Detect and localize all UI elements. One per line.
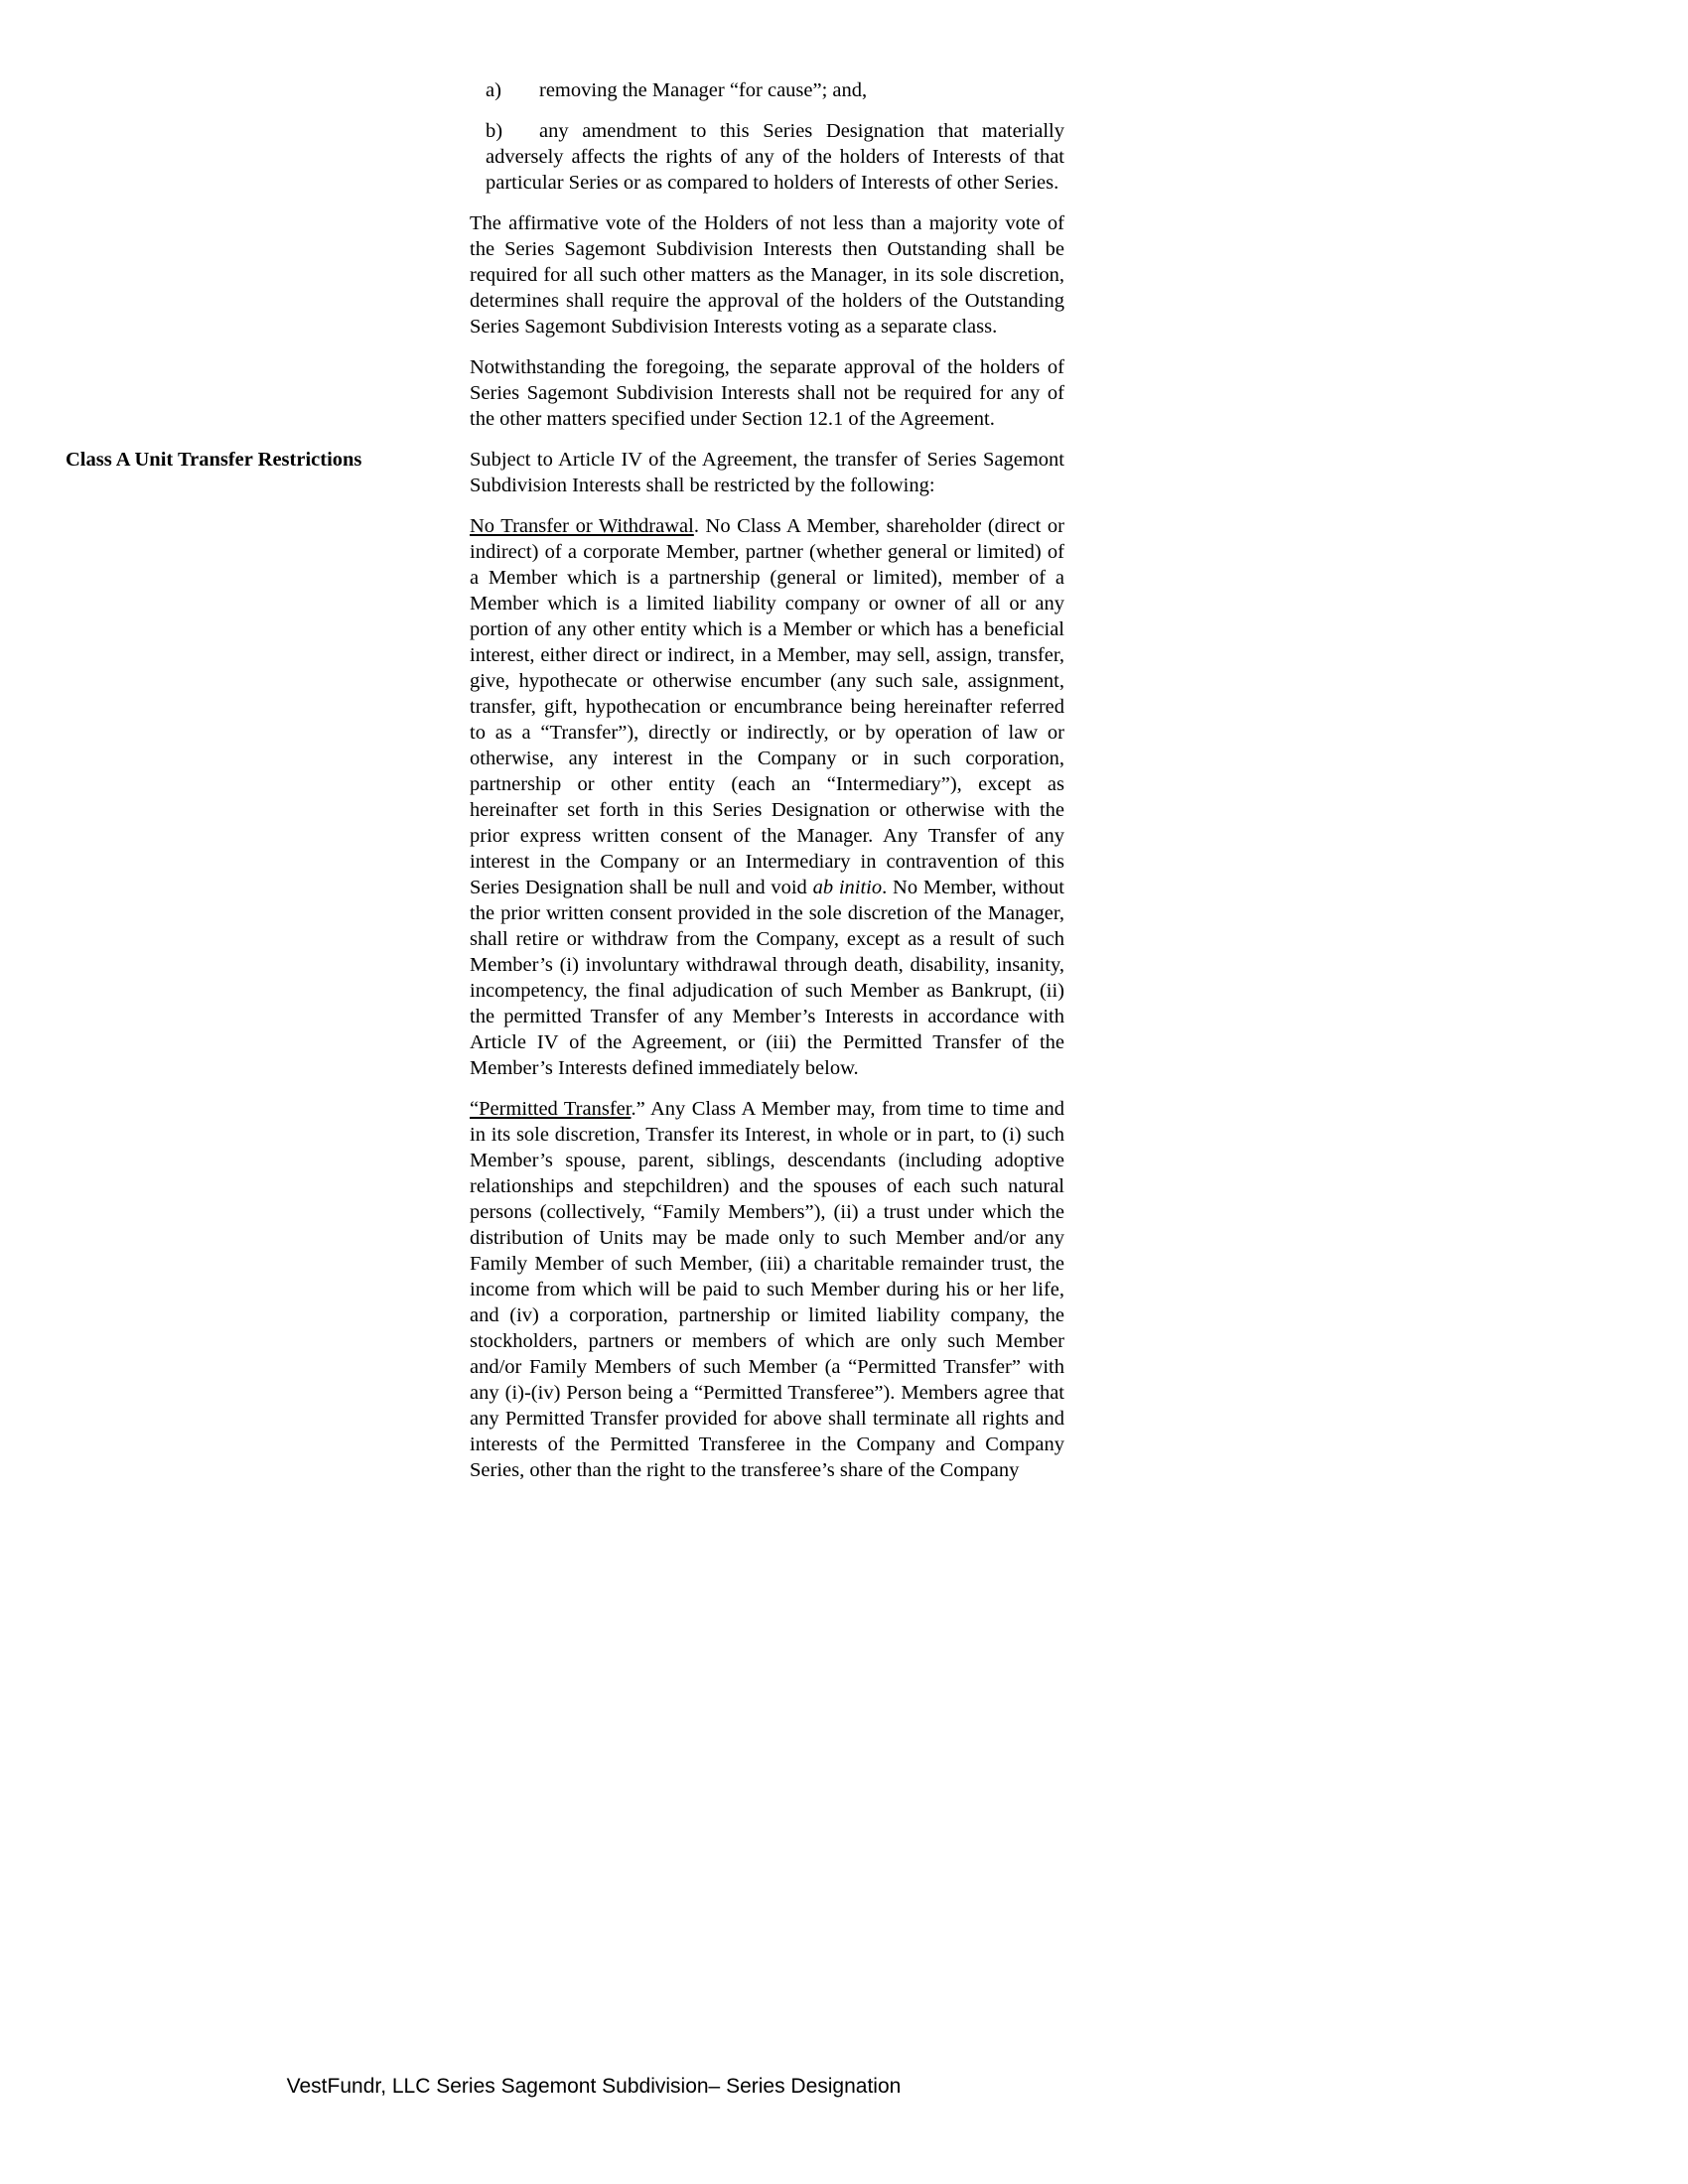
list-item-a-text: removing the Manager “for cause”; and, — [539, 79, 868, 101]
section-label-class-a-unit-transfer-restrictions: Class A Unit Transfer Restrictions — [66, 449, 362, 471]
latin-term-ab-initio: ab initio — [812, 877, 883, 898]
paragraph-subject-to: Subject to Article IV of the Agreement, the transfer of Series Sagemont Subdivision Interests shall be restricted by the following: — [470, 449, 1064, 496]
paragraph-affirmative-vote: The affirmative vote of the Holders of not less than a majority vote of the Series Sagemont Subdivision Interests then Outstanding shall be required for all such other matters as the Manager, in its sole discretion, determines shall require the approval of the holders of the Outstanding Series Sagemont Subdivision Interests voting as a separate class. — [470, 212, 1064, 338]
list-item-b — [486, 118, 1064, 196]
list-marker-b: b) — [486, 120, 503, 142]
permitted-transfer-text: .” Any Class A Member may, from time to time and in its sole discretion, Transfer its Interest, in whole or in part, to (i) such Member’s spouse, parent, siblings, descendants (including adoptive relationships and stepchildren) and the spouses of each such natural persons (collectively, “Family Members”), (ii) a trust under which the distribution of Units may be made only to such Member and/or any Family Member of such Member, (iii) a charitable remainder trust, the income from which will be paid to such Member during his or her life, and (iv) a corporation, partnership or limited liability company, the stockholders, partners or members of which are only such Member and/or Family Members of such Member (a “Permitted Transfer” with any (i)-(iv) Person being a “Permitted Transferee”). Members agree that any Permitted Transfer provided for above shall terminate all rights and interests of the Permitted Transferee in the Company and Company Series, other than the right to the transferee’s share of the Company — [470, 1098, 1064, 1481]
list-item-b-text: any amendment to this Series Designation that materially adversely affects the rights of any of the holders of Interests of that particular Series or as compared to holders of Interests of other Series. — [486, 120, 1064, 194]
content-column-transfer-restrictions — [470, 447, 1064, 1498]
list-item-a — [486, 77, 1064, 103]
list-marker-a: a) — [486, 79, 501, 101]
document-body — [66, 77, 1064, 1498]
defined-term-permitted-transfer: “Permitted Transfer — [470, 1098, 632, 1120]
content-row-transfer-restrictions — [66, 447, 1064, 1498]
content-row-top — [66, 77, 1064, 447]
label-column — [66, 447, 470, 473]
paragraph-permitted-transfer — [470, 1096, 1064, 1483]
paragraph-notwithstanding: Notwithstanding the foregoing, the separate approval of the holders of Series Sagemont Subdivision Interests shall not be required for any of the other matters specified under Section 12.1 of the Agreement. — [470, 356, 1064, 430]
defined-term-no-transfer-or-withdrawal: No Transfer or Withdrawal — [470, 515, 694, 537]
paragraph-no-transfer-or-withdrawal — [470, 513, 1064, 1081]
no-transfer-text-before-italic: . No Class A Member, shareholder (direct or indirect) of a corporate Member, partner (whether general or limited) of a Member which is a partnership (general or limited), member of a Member which is a limited liability company or owner of all or any portion of any other entity which is a Member or which has a beneficial interest, either direct or indirect, in a Member, may sell, assign, transfer, give, hypothecate or otherwise encumber (any such sale, assignment, transfer, gift, hypothecation or encumbrance being hereinafter referred to as a “Transfer”), directly or indirectly, or by operation of law or otherwise, any interest in the Company or in such corporation, partnership or other entity (each an “Intermediary”), except as hereinafter set forth in this Series Designation or otherwise with the prior express written consent of the Manager. Any Transfer of any interest in the Company or an Intermediary in contravention of this Series Designation shall be null and void — [470, 515, 1065, 898]
content-column-top — [470, 77, 1064, 447]
page-footer: VestFundr, LLC Series Sagemont Subdivision– Series Designation — [286, 2075, 902, 2098]
no-transfer-text-after-italic: . No Member, without the prior written consent provided in the sole discretion of the Manager, shall retire or withdraw from the Company, except as a result of such Member’s (i) involuntary withdrawal through death, disability, insanity, incompetency, the final adjudication of such Member as Bankrupt, (ii) the permitted Transfer of any Member’s Interests in accordance with Article IV of the Agreement, or (iii) the Permitted Transfer of the Member’s Interests defined immediately below. — [470, 877, 1065, 1079]
